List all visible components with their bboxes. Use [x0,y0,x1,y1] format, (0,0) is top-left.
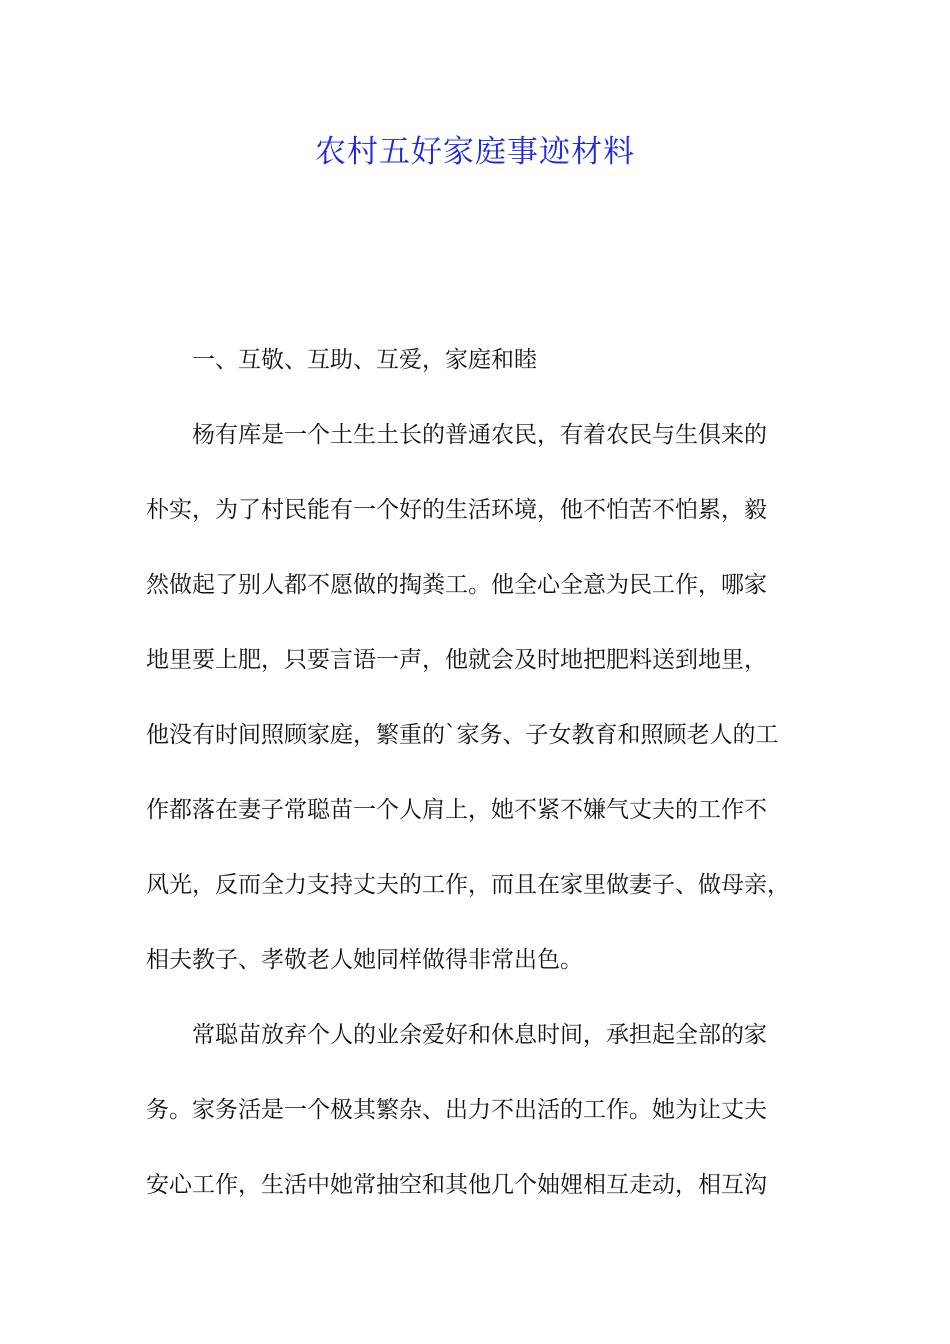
text-line: 杨有库是一个土生土长的普通农民，有着农民与生俱来的 [192,422,767,448]
text-line: 相夫教子、孝敬老人她同样做得非常出色。 [146,947,583,973]
text-line: 朴实，为了村民能有一个好的生活环境，他不怕苦不怕累，毅 [146,497,767,523]
text-line: 作都落在妻子常聪苗一个人肩上，她不紧不嫌气丈夫的工作不 [146,797,767,823]
text-line: 安心工作，生活中她常抽空和其他几个妯娌相互走动，相互沟 [146,1172,767,1198]
text-line: 风光，反而全力支持丈夫的工作，而且在家里做妻子、做母亲， [146,872,790,898]
text-line: 常聪苗放弃个人的业余爱好和休息时间，承担起全部的家 [192,1022,767,1048]
text-line: 务。家务活是一个极其繁杂、出力不出活的工作。她为让丈夫 [146,1097,767,1123]
text-line: 他没有时间照顾家庭，繁重的`家务、子女教育和照顾老人的工 [146,722,779,748]
document-body [146,338,826,1238]
text-line: 然做起了别人都不愿做的掏粪工。他全心全意为民工作，哪家 [146,572,767,598]
document-title: 农村五好家庭事迹材料 [315,134,635,170]
text-line: 一、互敬、互助、互爱，家庭和睦 [192,347,537,373]
text-line: 地里要上肥，只要言语一声，他就会及时地把肥料送到地里， [146,647,767,673]
